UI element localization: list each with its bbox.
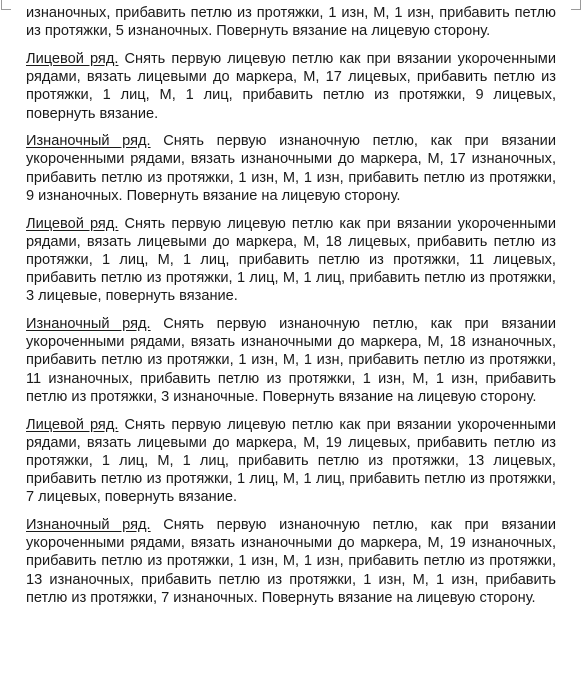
paragraph xyxy=(26,50,556,123)
page-corner-mark-left xyxy=(1,0,11,10)
paragraph xyxy=(26,516,556,607)
paragraph xyxy=(26,4,556,40)
paragraph xyxy=(26,215,556,306)
row-label: Лицевой ряд. xyxy=(26,416,119,433)
row-label: Изнаночный ряд. xyxy=(26,316,151,333)
paragraph xyxy=(26,315,556,406)
paragraph xyxy=(26,416,556,507)
paragraph-text: изнаночных, прибавить петлю из протяжки, 1 изн, М, 1 изн, прибавить петлю из протяжки, 5 изнаночных. Повернуть вязание на лицевую сторону. xyxy=(26,5,556,40)
row-label: Изнаночный ряд. xyxy=(26,517,151,534)
paragraph-text: Снять первую изнаночную петлю, как при вязании укороченными рядами, вязать изнаночными до маркера, М, 19 изнаночных, прибавить петлю из протяжки, 1 изн, М, 1 изн, прибавить петлю из протяжки, 13 изнаночных, прибавить петлю из протяжки, 1 изн, М, 1 изн, прибавить петлю из протяжки, 7 изнаночных. Повернуть вязание на лицевую сторону. xyxy=(26,517,556,606)
row-label: Лицевой ряд. xyxy=(26,50,119,67)
page-corner-mark-right xyxy=(571,0,581,10)
document-body xyxy=(26,4,556,617)
paragraph-text: Снять первую лицевую петлю как при вязании укороченными рядами, вязать лицевыми до маркера, М, 19 лицевых, прибавить петлю из протяжки, 1 лиц, М, 1 лиц, прибавить петлю из протяжки, 13 лицевых, прибавить петлю из протяжки, 1 лиц, М, 1 лиц, прибавить петлю из протяжки, 7 лицевых, повернуть вязание. xyxy=(26,416,556,506)
paragraph-text: Снять первую лицевую петлю как при вязании укороченными рядами, вязать лицевыми до маркера, М, 17 лицевых, прибавить петлю из протяжки, 1 лиц, М, 1 лиц, прибавить петлю из протяжки, 9 лицевых, повернуть вязание. xyxy=(26,50,556,122)
paragraph-text: Снять первую лицевую петлю как при вязании укороченными рядами, вязать лицевыми до маркера, М, 18 лицевых, прибавить петлю из протяжки, 1 лиц, М, 1 лиц, прибавить петлю из протяжки, 11 лицевых, прибавить петлю из протяжки, 1 лиц, М, 1 лиц, прибавить петлю из протяжки, 3 лицевые, повернуть вязание. xyxy=(26,215,556,305)
row-label: Изнаночный ряд. xyxy=(26,133,151,150)
row-label: Лицевой ряд. xyxy=(26,215,119,232)
paragraph-text: Снять первую изнаночную петлю, как при вязании укороченными рядами, вязать изнаночными до маркера, М, 17 изнаночных, прибавить петлю из протяжки, 1 изн, М, 1 изн, прибавить петлю из протяжки, 9 изнаночных. Повернуть вязание на лицевую сторону. xyxy=(26,133,556,204)
paragraph-text: Снять первую изнаночную петлю, как при вязании укороченными рядами, вязать изнаночными до маркера, М, 18 изнаночных, прибавить петлю из протяжки, 1 изн, М, 1 изн, прибавить петлю из протяжки, 11 изнаночных, прибавить петлю из протяжки, 1 изн, М, 1 изн, прибавить петлю из протяжки, 3 изнаночные. Повернуть вязание на лицевую сторону. xyxy=(26,316,556,405)
paragraph xyxy=(26,132,556,205)
